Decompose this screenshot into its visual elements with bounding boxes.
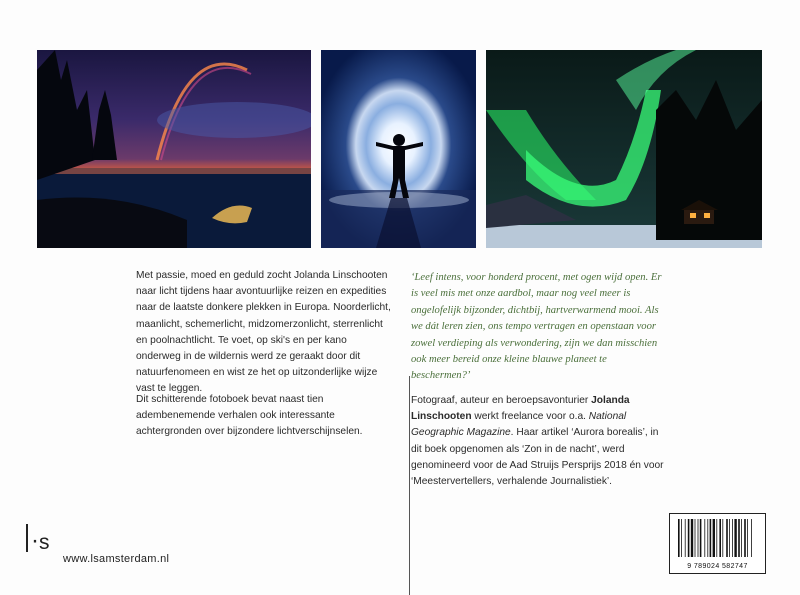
publisher-website[interactable]: www.lsamsterdam.nl bbox=[63, 553, 170, 565]
intro-paragraph-2: Dit schitterende fotoboek bevat naast tien adembenemende verhalen ook interessante achtergronden over bijzondere lichtverschijnselen. bbox=[136, 394, 363, 438]
photo-aurora-cabin bbox=[486, 50, 762, 248]
quote-paragraph: ‘Leef intens, voor honderd procent, met ogen wijd open. Er is veel mis met onze aardbol, maar nog veel meer is ongelofelijk bijzonder, dichtbij, hartverwarmend mooi. Als we dát leren zien, ons tempo vertragen en openstaan voor zowel verdieping als verwondering, zijn we dan misschien ook meer bereid onze kleine blauwe planeet te beschermen?’ bbox=[411, 272, 662, 382]
author-name: Jolanda Linschooten bbox=[411, 395, 630, 423]
author-bio-pre: Fotograaf, auteur en beroepsavonturier bbox=[411, 395, 592, 406]
intro-paragraph: Met passie, moed en geduld zocht Jolanda Linschooten naar licht tijdens haar avontuurlijke reizen en expedities naar de laatste donkere plekken in Europa. Noorderlicht, maanlicht, schemerlicht, midzomerzonlicht, sterrenlicht en poolnachtlicht. Te voet, op ski's en per kano onderweg in de wildernis werd ze geraakt door dit natuurfenomeen en wist ze het op uitzonderlijke wijze vast te leggen. bbox=[136, 270, 391, 395]
magazine-name: National Geographic Magazine bbox=[411, 411, 627, 439]
photo-rainbow-lake bbox=[37, 50, 311, 248]
publisher-logo: ·s bbox=[26, 524, 50, 555]
author-bio-mid: werkt freelance voor o.a. bbox=[471, 411, 589, 423]
author-bio-post: . Haar artikel ‘Aurora borealis’, in dit boek opgenomen als ‘Zon in de nacht’, werd genomineerd voor de Aad Struijs Persprijs 2018 én voor ‘Meestervertellers, verhalende Journalistiek’. bbox=[411, 427, 664, 488]
photo-halo-silhouette bbox=[321, 50, 476, 248]
isbn-number: 9 789024 582747 bbox=[687, 563, 748, 570]
column-divider bbox=[409, 376, 410, 595]
barcode-bars bbox=[678, 519, 757, 557]
author-bio bbox=[411, 393, 671, 490]
publisher-logo-text: s bbox=[39, 531, 50, 554]
isbn-barcode bbox=[669, 513, 766, 574]
